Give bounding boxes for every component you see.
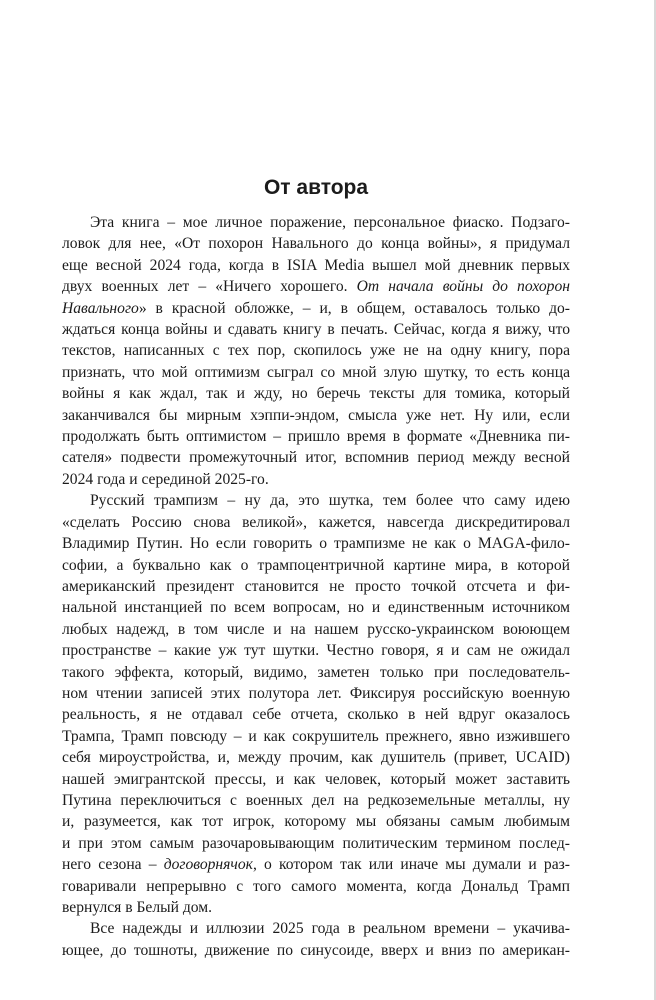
- text-fragment: текстов, написанных с тех пор, скопилось уже не на одну книгу, пора: [62, 342, 570, 360]
- text-fragment: продолжать быть оптимистом – пришло время в формате «Дневника пи-: [62, 428, 570, 446]
- text-fragment: любых надежд, в том числе и на нашем русско-украинском воюющем: [62, 620, 570, 638]
- text-line: [62, 533, 570, 554]
- text-fragment: Трампа, Трамп повсюду – и как сокрушитель прежнего, явно изжившего: [62, 727, 570, 745]
- text-fragment: и при этом самым разочаровывающим политическим термином послед-: [62, 834, 570, 852]
- text-fragment: ющее, до тошноты, движение по синусоиде, вверх и вниз по американ-: [62, 941, 570, 959]
- text-line: [62, 811, 570, 832]
- text-line: [62, 362, 570, 383]
- text-fragment: войны я как ждал, так и жду, но беречь тексты для томика, который: [62, 385, 570, 403]
- italic-title: От начала войны до похорон: [356, 278, 570, 296]
- text-fragment: говаривали непрерывно с того самого момента, когда Дональд Трамп: [62, 877, 570, 895]
- text-line: [62, 640, 570, 661]
- text-line: [62, 555, 570, 576]
- text-fragment: , о котором так или иначе мы думали и раз-: [252, 856, 570, 874]
- text-fragment: еще весной 2024 года, когда в ISIA Media вышел мой дневник первых: [62, 256, 570, 274]
- text-line: [62, 619, 570, 640]
- text-fragment: нальной инстанцией по всем вопросам, но и единственным источником: [62, 599, 570, 617]
- text-fragment: «сделать Россию снова великой», кажется, навсегда дискредитировал: [62, 513, 570, 531]
- text-fragment: 2024 года и серединой 2025-го.: [62, 470, 269, 488]
- text-fragment: Владимир Путин. Но если говорить о трампизме не как о MAGA-фило-: [62, 535, 570, 553]
- body-text: [62, 212, 570, 961]
- text-fragment: американский президент становится не просто точкой отсчета и фи-: [62, 577, 570, 595]
- text-line: [62, 233, 570, 254]
- text-line: [62, 940, 570, 961]
- text-fragment: заканчивался бы мирным хэппи-эндом, смысла уже нет. Ну или, если: [62, 406, 570, 424]
- italic-title: Навального: [62, 299, 139, 317]
- text-line: [62, 726, 570, 747]
- text-fragment: себя мироустройства, и, между прочим, как душитель (привет, UCAID): [62, 749, 570, 767]
- text-line: [62, 255, 570, 276]
- text-fragment: сателя» подвести промежуточный итог, вспомнив период между весной: [62, 449, 570, 467]
- text-fragment: вернулся в Белый дом.: [62, 899, 213, 916]
- text-line: [62, 490, 570, 511]
- text-line: [62, 918, 570, 939]
- text-line: [62, 790, 570, 811]
- chapter-title: От автора: [263, 176, 369, 199]
- text-fragment: Эта книга – мое личное поражение, персональное фиаско. Подзаго-: [90, 214, 570, 231]
- text-fragment: двух военных лет – «Ничего хорошего.: [62, 278, 357, 296]
- text-line: [62, 769, 570, 790]
- text-fragment: него сезона –: [62, 856, 164, 874]
- text-line: [62, 319, 570, 340]
- text-fragment: и, разумеется, как тот игрок, которому мы обязаны самым любимым: [62, 813, 570, 831]
- text-fragment: Путина переключиться с военных дел на редкоземельные металлы, ну: [62, 791, 570, 809]
- text-fragment: Русский трампизм – ну да, это шутка, тем более что саму идею: [90, 492, 570, 510]
- italic-title: договорнячок: [163, 856, 253, 874]
- text-fragment: софии, а буквально как о трампоцентричной картине мира, в которой: [62, 556, 570, 574]
- text-fragment: ловок для нее, «От похорон Навального до конца войны», я придумал: [62, 235, 570, 253]
- text-line: [62, 683, 570, 704]
- text-line: [62, 212, 570, 233]
- text-line: [62, 704, 570, 725]
- text-line: [62, 426, 570, 447]
- text-line: [62, 662, 570, 683]
- text-line: [62, 576, 570, 597]
- text-fragment: признать, что мой оптимизм сыграл со мной злую шутку, то есть конца: [62, 363, 570, 381]
- text-line: [62, 747, 570, 768]
- text-line: [62, 405, 570, 426]
- text-line: [62, 276, 570, 297]
- text-fragment: » в красной обложке, – и, в общем, оставалось только до-: [138, 299, 570, 317]
- text-line: [62, 854, 570, 875]
- text-line: [62, 512, 570, 533]
- text-line: [62, 383, 570, 404]
- text-line: [62, 447, 570, 468]
- text-line: [62, 469, 570, 490]
- text-line: [62, 897, 570, 918]
- text-line: [62, 340, 570, 361]
- text-fragment: такого эффекта, который, видимо, заметен только при последователь-: [62, 663, 570, 681]
- text-line: [62, 833, 570, 854]
- text-fragment: ждаться конца войны и сдавать книгу в печать. Сейчас, когда я вижу, что: [62, 321, 570, 339]
- text-fragment: нашей эмигрантской прессы, и как человек, который может заставить: [62, 770, 570, 788]
- text-line: [62, 876, 570, 897]
- text-fragment: ном чтении записей этих полутора лет. Фиксируя российскую военную: [62, 684, 570, 702]
- text-fragment: пространстве – какие уж тут шутки. Честно говоря, я и сам не ожидал: [62, 642, 570, 660]
- text-line: [62, 597, 570, 618]
- text-line: [62, 298, 570, 319]
- text-fragment: реальность, я не отдавал себе отчета, сколько в ней вдруг оказалось: [62, 706, 570, 724]
- text-fragment: Все надежды и иллюзии 2025 года в реальном времени – укачива-: [90, 920, 570, 938]
